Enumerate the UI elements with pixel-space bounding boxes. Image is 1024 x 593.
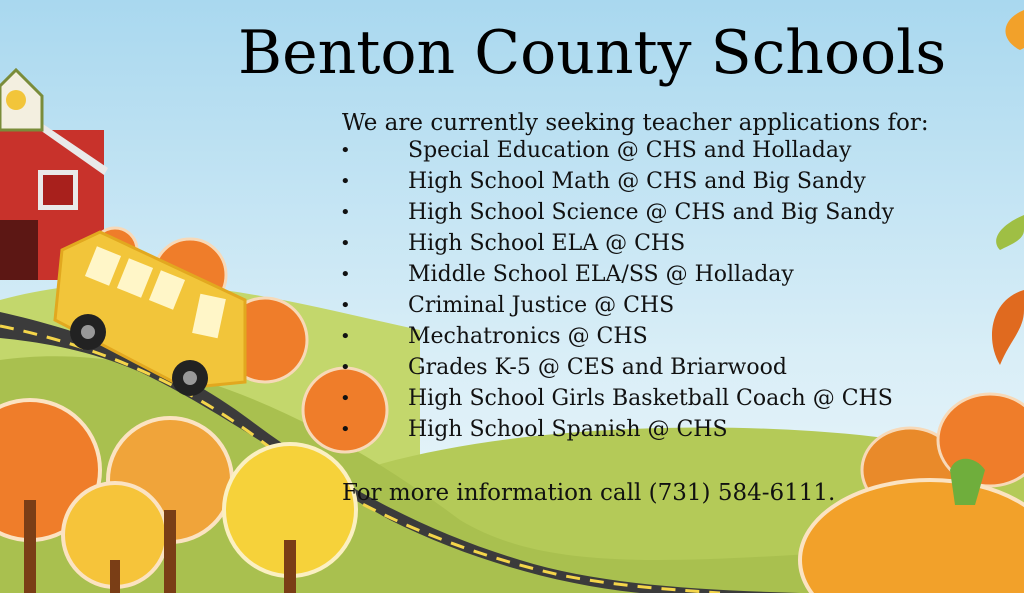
bullet-icon: • bbox=[340, 171, 351, 192]
bell-icon bbox=[6, 90, 26, 110]
bullet-icon: • bbox=[340, 388, 351, 409]
contact-info: For more information call (731) 584-6111. bbox=[342, 480, 836, 506]
flyer: Benton County Schools We are currently seeking teacher applications for: • Special Education @ CHS and Holladay • High School Math @ CHS and Big Sandy • High School Science @ CHS and Big Sandy • High School ELA @ CHS • Middle School ELA/SS @ Holladay • Criminal Justice @ CHS • Mechatronics @ CHS • Grades K-5 @ CES and Briarwood • High School Girls Basketball Coach @ CHS • High School Spanish @ CHS For more information call (731) 584-6111. bbox=[0, 0, 1024, 593]
bullet-icon: • bbox=[340, 140, 351, 161]
bullet-icon: • bbox=[340, 202, 351, 223]
bullet-icon: • bbox=[340, 233, 351, 254]
bullet-icon: • bbox=[340, 419, 351, 440]
bullet-icon: • bbox=[340, 357, 351, 378]
bullet-icon: • bbox=[340, 264, 351, 285]
bullet-icon: • bbox=[340, 295, 351, 316]
page-title: Benton County Schools bbox=[238, 18, 947, 88]
intro-text: We are currently seeking teacher applications for: bbox=[342, 110, 929, 136]
bullet-icon: • bbox=[340, 326, 351, 347]
